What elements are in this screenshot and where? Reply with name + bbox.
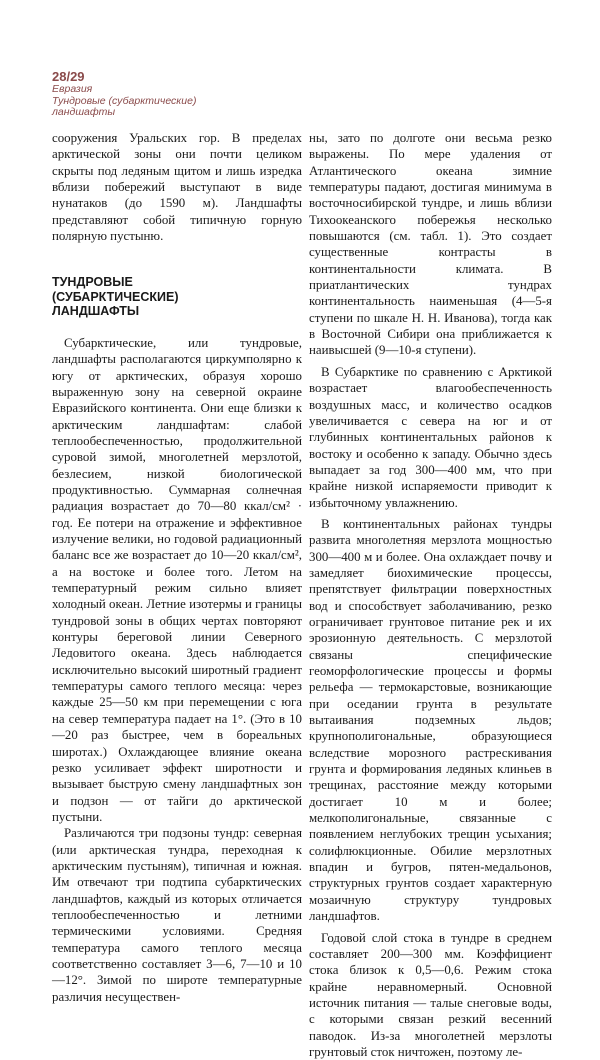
subsection-label-line2: ландшафты	[52, 107, 196, 119]
left-column	[52, 130, 302, 1005]
subsection-label-line1: Тундровые (субарктические)	[52, 96, 196, 108]
right-column	[309, 130, 552, 1060]
paragraph: Годовой слой стока в тундре в среднем составляет 200—300 мм. Коэффициент стока близок к 0,5—0,6. Режим стока крайне неравномерный. Основной источник питания — талые снеговые воды, с которыми связан резкий весенний паводок. Из-за многолетней мерзлоты грунтовый сток ничтожен, поэтому ле-	[309, 930, 552, 1060]
paragraph: В континентальных районах тундры развита многолетняя мерзлота мощностью 300—400 м и более. Она охлаждает почву и замедляет биохимические процессы, препятствует фильтрации поверхностных вод и способствует заболачиванию, резко ограничивает грунтовое питание рек и их эрозионную деятельность. С мерзлотой связаны специфические геоморфологические процессы и формы рельефа — термокарстовые, возникающие при оседании грунта в результате вытаивания подземных льдов; крупнополигональные, образующиеся вследствие морозного растрескивания грунта и формирования ледяных клиньев в трещинах, расстояние между которыми достигает 10 м и более; мелкополигональные, связанные с появлением неглубоких трещин усыхания; солифлюкционные. Обилие мерзлотных впадин и бугров, пятен-медальонов, структурных грунтов создает характерную мозаичную структуру тундровых ландшафтов.	[309, 516, 552, 925]
paragraph: Различаются три подзоны тундр: северная (или арктическая тундра, переходная к арктическим пустыням), типичная и южная. Им отвечают три подтипа субарктических ландшафтов, каждый из которых отличается теплообеспеченностью и летними термическими условиями. Средняя температура самого теплого месяца соответственно составляет 3—6, 7—10 и 10—12°. Зимой по широте температурные различия несуществен-	[52, 825, 302, 1005]
paragraph-continuation: ны, зато по долготе они весьма резко выражены. По мере удаления от Атлантического океана зимние температуры падают, достигая минимума в восточносибирской тундре, и лишь вблизи Тихоокеанского побережья несколько повышаются (см. табл. 1). Это создает существенные контрасты в континентальности климата. В приатлантических тундрах континентальность наименьшая (4—5-я ступени по шкале Н. Н. Иванова), тогда как в Восточной Сибири она приближается к наивысшей (9—10-я ступени).	[309, 130, 552, 359]
paragraph: Субарктические, или тундровые, ландшафты располагаются циркумполярно к югу от арктических, образуя хорошо выраженную зону на северной окраине Евразийского континента. Они еще близки к арктическим ландшафтам: слабой теплообеспеченностью, продолжительной суровой зимой, многолетней мерзлотой, безлесием, низкой биологической продуктивностью. Суммарная солнечная радиация возрастает до 70—80 ккал/см² · год. Ее потери на отражение и эффективное излучение велики, но годовой радиационный баланс все же возрастает до 10—20 ккал/см², а на востоке и более того. Летом на температурный режим сильно влияет холодный океан. Летние изотермы и границы тундровой зоны в общих чертах повторяют контуры береговой линии Северного Ледовитого океана. Здесь наблюдается исключительно высокий широтный градиент температуры самого теплого месяца: через каждые 25—50 км при перемещении с юга на север температура падает на 1°. (Это в 10—20 раз быстрее, чем в бореальных широтах.) Охлаждающее влияние океана резко усиливает эффект широтности и вызывает быструю смену ландшафтных зон и подзон — от тайги до арктической пустыни.	[52, 335, 302, 825]
section-label: Евразия	[52, 84, 196, 96]
page-numbers: 28/29	[52, 70, 196, 84]
running-header	[52, 70, 196, 119]
paragraph: В Субарктике по сравнению с Арктикой возрастает влагообеспеченность воздушных масс, и количество осадков увеличивается с севера на юг и от глубинных континентальных районов к востоку и особенно к западу. Обычно здесь выпадает за год 300—400 мм, что при крайне низкой испаряемости приводит к избыточному увлажнению.	[309, 364, 552, 511]
paragraph-continuation: сооружения Уральских гор. В пределах арктической зоны они почти целиком скрыты под ледяным щитом и лишь изредка вблизи побережий выступают в виде нунатаков (до 1590 м). Ландшафты представляют собой типичную горную полярную пустыню.	[52, 130, 302, 244]
section-heading: ТУНДРОВЫЕ (СУБАРКТИЧЕСКИЕ) ЛАНДШАФТЫ	[52, 275, 302, 319]
